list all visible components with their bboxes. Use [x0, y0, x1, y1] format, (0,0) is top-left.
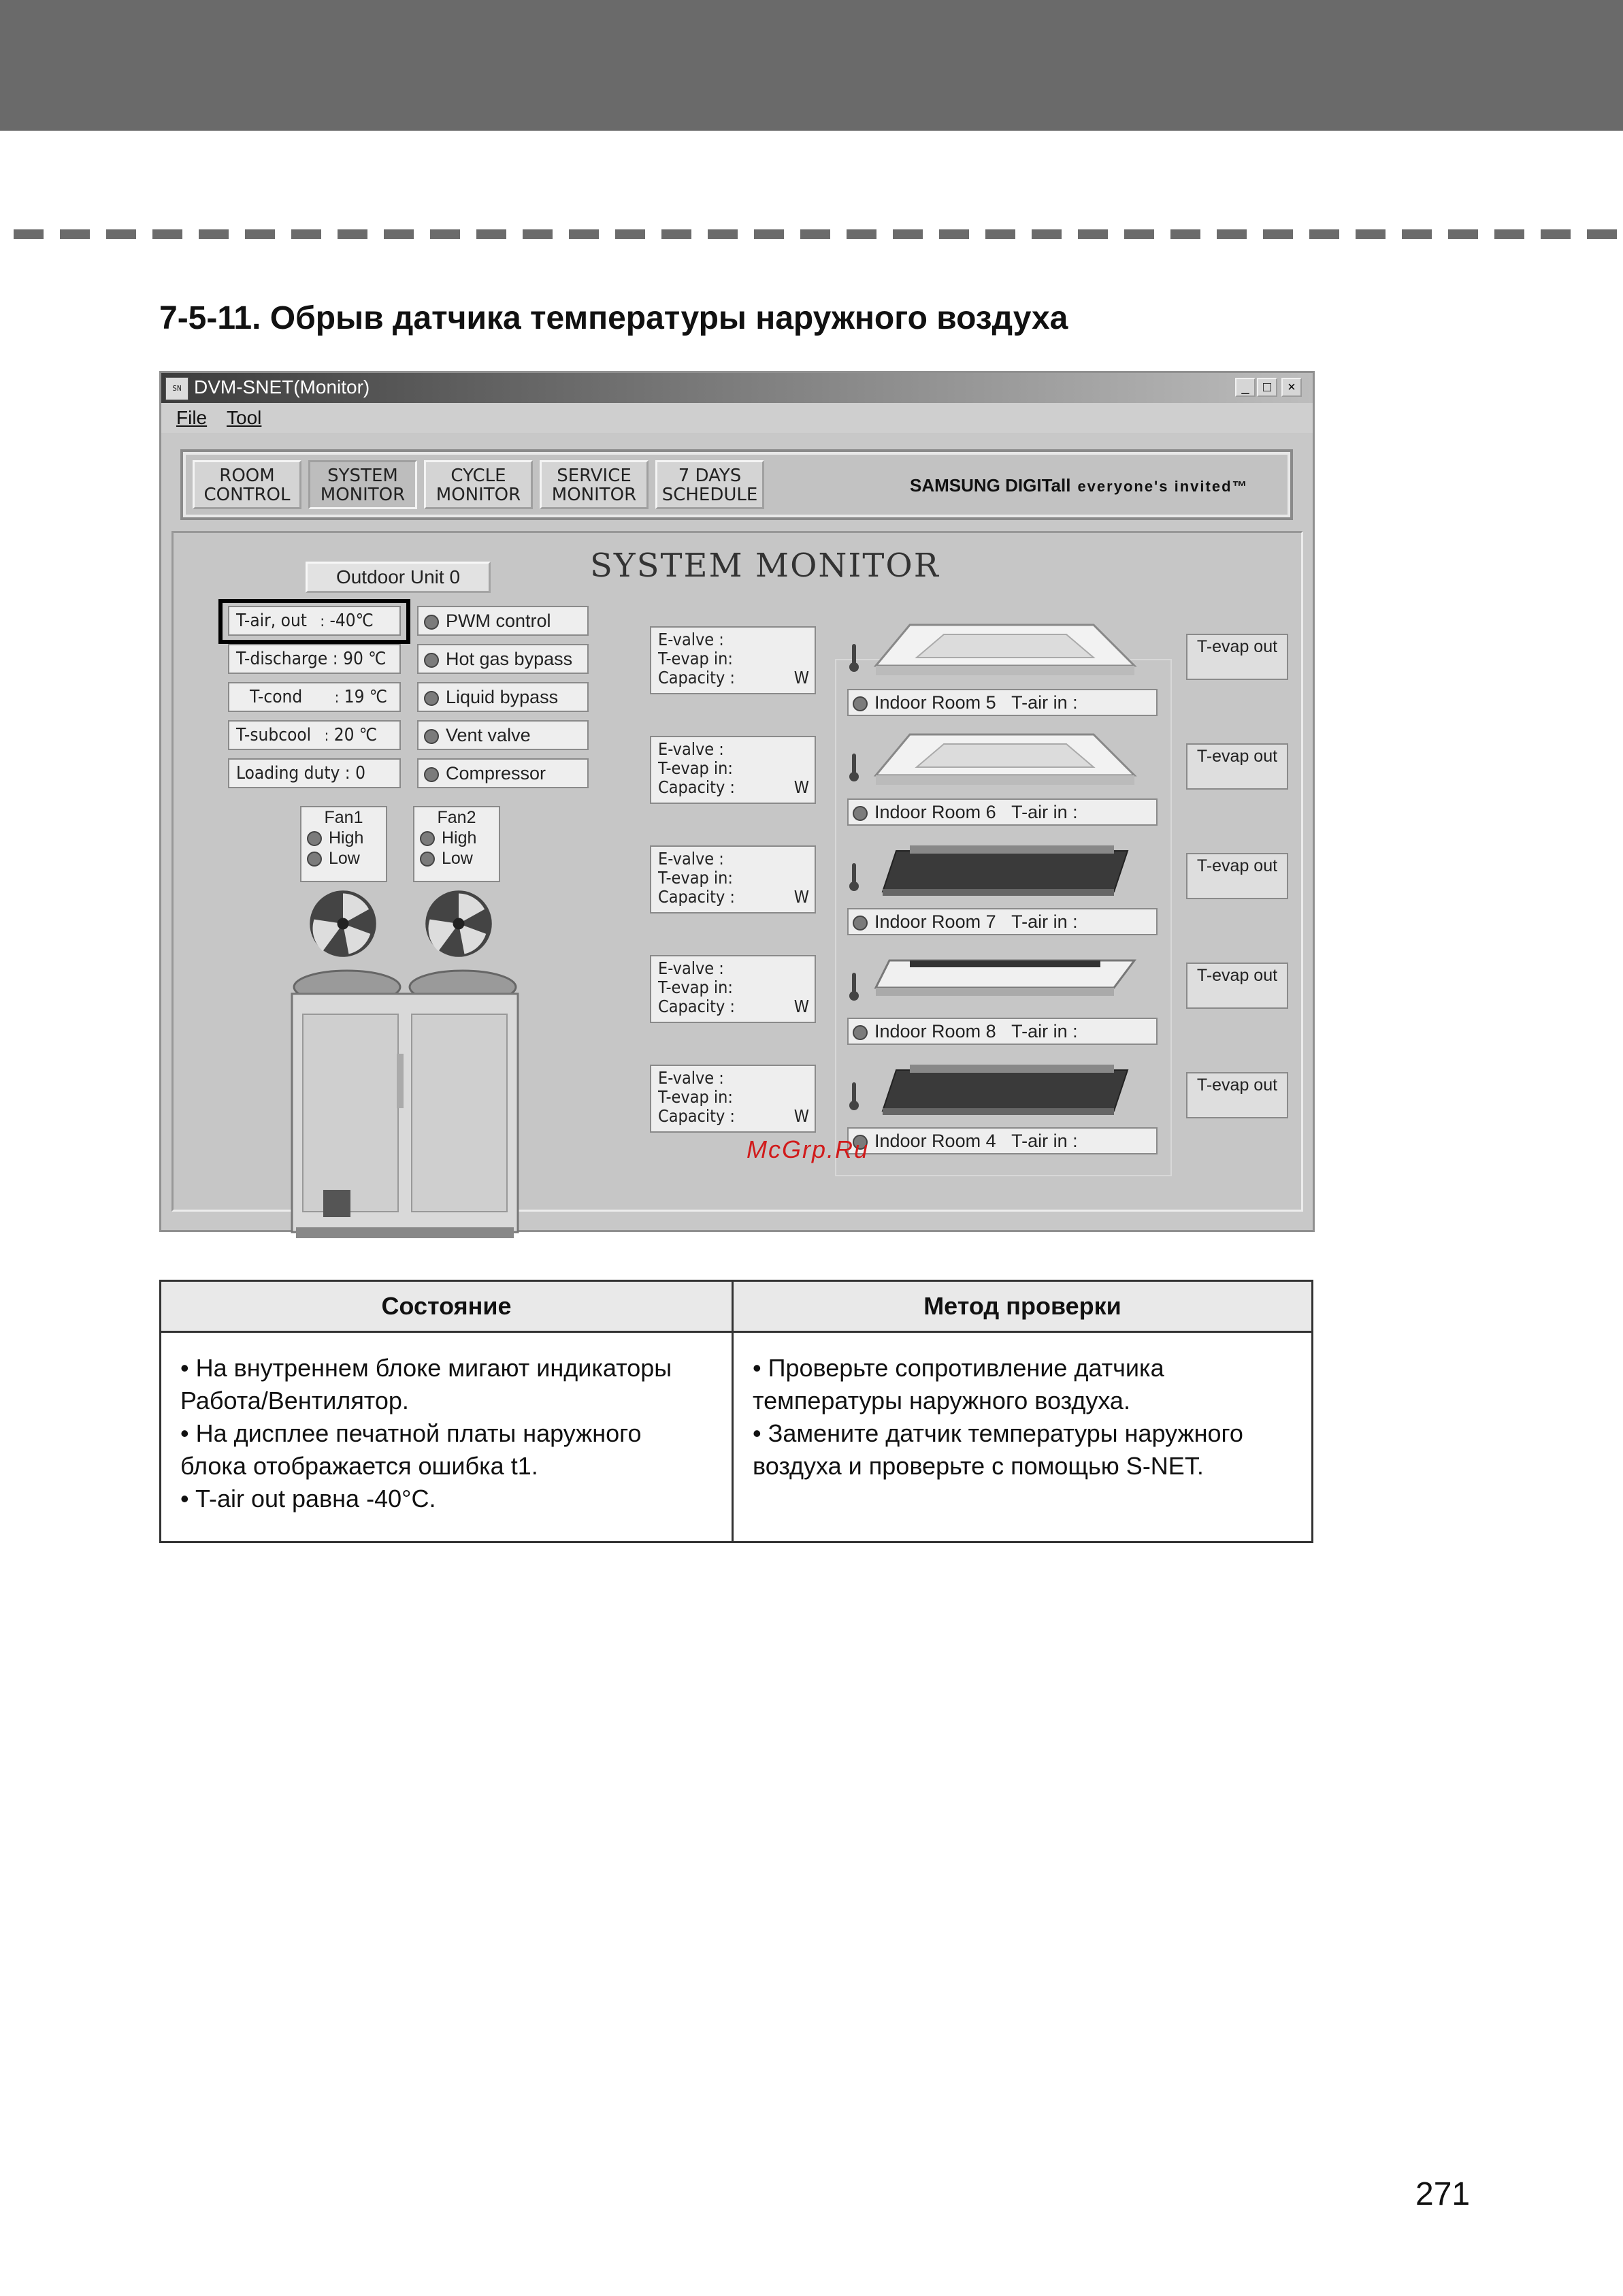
fan1-icon [307, 888, 379, 960]
evap-box-4: E-valve : T-evap in: Capacity : W [650, 955, 816, 1023]
fan-led-icon [420, 831, 435, 846]
t-evap-out-5: T-evap out [1186, 634, 1288, 680]
menu-file[interactable]: File [176, 407, 208, 428]
t-evap-out-7: T-evap out [1186, 853, 1288, 899]
monitor-title: SYSTEM MONITOR [590, 547, 940, 585]
room-control-button[interactable]: ROOM CONTROL [193, 460, 301, 509]
status-led-icon [424, 767, 439, 782]
status-led-icon [424, 729, 439, 744]
cassette-unit-image [869, 611, 1141, 686]
ceiling-unit-image [869, 940, 1141, 1015]
sensor-t-air-out: T-air, out : -40℃ [228, 606, 401, 636]
thermometer-icon [846, 752, 862, 783]
t-evap-out-4: T-evap out [1186, 1072, 1288, 1118]
status-led-icon [424, 691, 439, 706]
room-led-icon [853, 1025, 868, 1040]
evap-box-3: E-valve : T-evap in: Capacity : W [650, 845, 816, 913]
table-cell-state: • На внутреннем блоке мигают индикаторы Работа/Вентилятор. • На дисплее печатной платы наружного блока отображается ошибка t1. • T-air out равна -40°C. [161, 1332, 733, 1542]
status-vent-valve: Vent valve [417, 720, 589, 750]
sensor-t-subcool: T-subcool : 20 ℃ [228, 720, 401, 750]
app-icon: SN [165, 377, 188, 400]
minimize-button[interactable]: _ [1235, 378, 1256, 397]
status-compressor: Compressor [417, 758, 589, 788]
thermometer-icon [846, 862, 862, 893]
fan1-box: Fan1 High Low [300, 806, 387, 882]
app-window [159, 371, 1315, 1232]
status-liquid-bypass: Liquid bypass [417, 682, 589, 712]
table-header-state: Состояние [161, 1281, 733, 1332]
cycle-monitor-button[interactable]: CYCLE MONITOR [424, 460, 533, 509]
system-monitor-button[interactable]: SYSTEM MONITOR [308, 460, 417, 509]
cassette-unit-image [869, 721, 1141, 796]
window-title: DVM-SNET(Monitor) [194, 376, 370, 398]
outdoor-unit-image [282, 958, 527, 1244]
page-header-bar [0, 0, 1623, 131]
thermometer-icon [846, 643, 862, 674]
status-hot-gas-bypass: Hot gas bypass [417, 644, 589, 674]
fan-led-icon [420, 852, 435, 867]
diagnosis-table [159, 1280, 1313, 1543]
indoor-room-7-label: Indoor Room 7 T-air in : [847, 908, 1158, 935]
fan2-box: Fan2 High Low [413, 806, 500, 882]
fan2-icon [423, 888, 495, 960]
samsung-logo: SAMSUNG DIGITall everyone's invited™ [910, 475, 1249, 496]
duct-unit-image [869, 1050, 1141, 1125]
table-cell-check: • Проверьте сопротивление датчика температуры наружного воздуха. • Замените датчик температуры наружного воздуха и проверьте с помощью S-NET. [733, 1332, 1313, 1542]
fan-led-icon [307, 831, 322, 846]
watermark: McGrp.Ru [747, 1135, 870, 1163]
status-led-icon [424, 653, 439, 668]
status-pwm-control: PWM control [417, 606, 589, 636]
menu-bar [161, 403, 1313, 433]
close-button[interactable]: × [1281, 378, 1302, 397]
maximize-button[interactable]: □ [1257, 378, 1277, 397]
schedule-button[interactable]: 7 DAYS SCHEDULE [655, 460, 764, 509]
fan-led-icon [307, 852, 322, 867]
thermometer-icon [846, 1081, 862, 1112]
menu-tool[interactable]: Tool [227, 407, 262, 428]
indoor-room-5-label: Indoor Room 5 T-air in : [847, 689, 1158, 716]
room-led-icon [853, 806, 868, 821]
indoor-room-4-label: Indoor Room 4 T-air in : [847, 1127, 1158, 1154]
evap-box-1: E-valve : T-evap in: Capacity : W [650, 626, 816, 694]
evap-box-2: E-valve : T-evap in: Capacity : W [650, 736, 816, 804]
indoor-room-6-label: Indoor Room 6 T-air in : [847, 798, 1158, 826]
status-led-icon [424, 615, 439, 630]
service-monitor-button[interactable]: SERVICE MONITOR [540, 460, 649, 509]
t-evap-out-6: T-evap out [1186, 743, 1288, 790]
evap-box-5: E-valve : T-evap in: Capacity : W [650, 1065, 816, 1133]
sensor-loading-duty: Loading duty : 0 [228, 758, 401, 788]
duct-unit-image [869, 830, 1141, 905]
thermometer-icon [846, 971, 862, 1003]
t-evap-out-8: T-evap out [1186, 963, 1288, 1009]
dashed-divider [14, 229, 1623, 239]
section-title: 7-5-11. Обрыв датчика температуры наружного воздуха [159, 300, 1068, 336]
room-led-icon [853, 696, 868, 711]
table-header-check: Метод проверки [733, 1281, 1313, 1332]
indoor-room-8-label: Indoor Room 8 T-air in : [847, 1018, 1158, 1045]
outdoor-unit-label: Outdoor Unit 0 [306, 562, 491, 593]
page-number: 271 [1415, 2176, 1471, 2212]
room-led-icon [853, 916, 868, 931]
sensor-t-discharge: T-discharge : 90 ℃ [228, 644, 401, 674]
sensor-t-cond: T-cond : 19 ℃ [228, 682, 401, 712]
